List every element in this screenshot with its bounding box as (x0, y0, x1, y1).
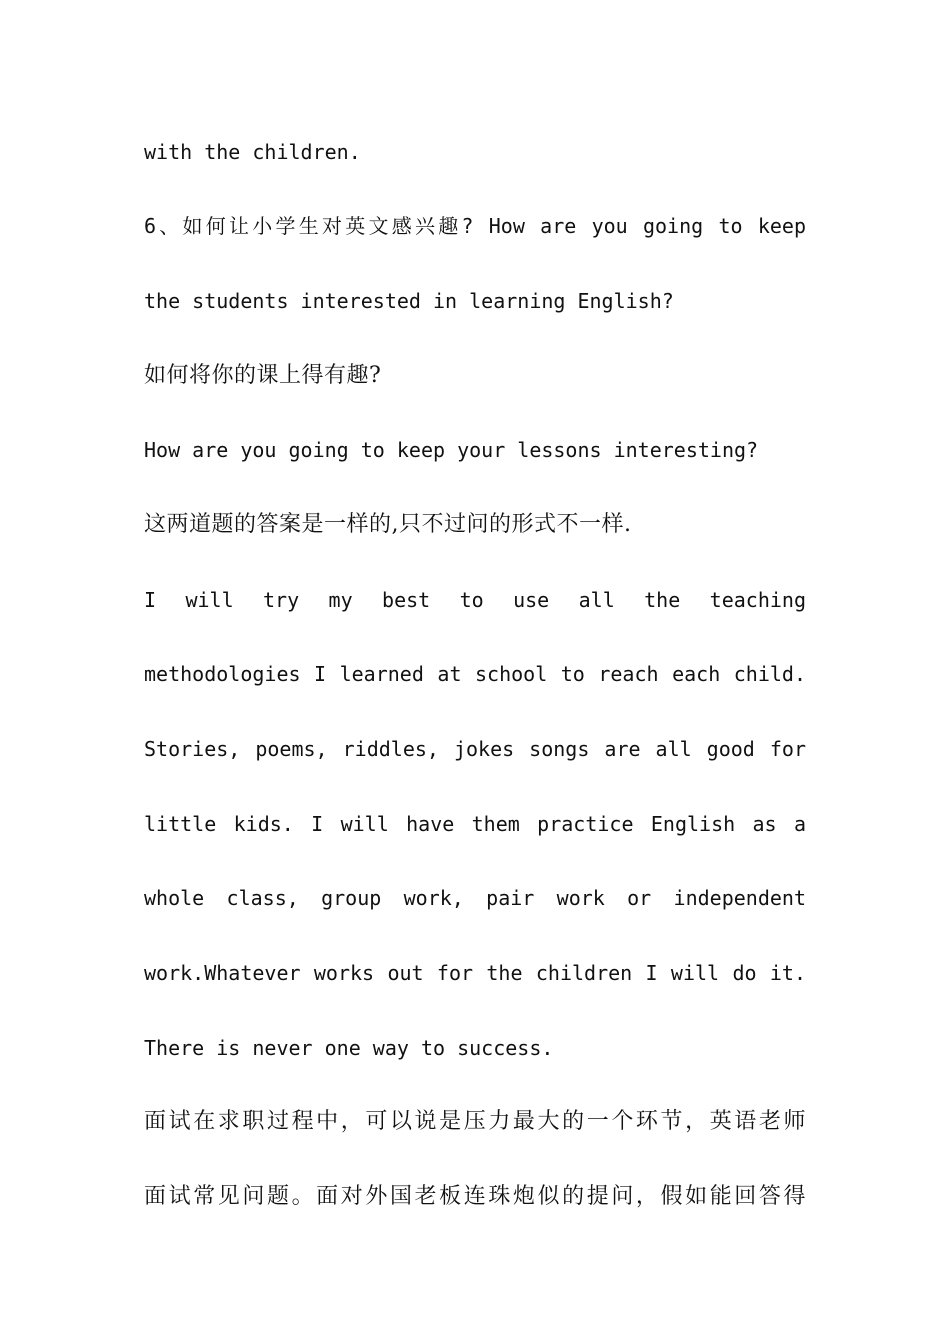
answer-line: I will try my best to use all the teaching (144, 588, 806, 612)
text-line: the students interested in learning English? (144, 289, 674, 313)
answer-line: Stories, poems, riddles, jokes songs are all good for (144, 737, 806, 761)
answer-line: whole class, group work, pair work or independent (144, 886, 806, 910)
question-6-heading: 6、如何让小学生对英文感兴趣? How are you going to keep (144, 214, 806, 238)
answer-line: little kids. I will have them practice English as a (144, 812, 806, 836)
answer-line: work.Whatever works out for the children I will do it. (144, 961, 806, 985)
text-line: 面试在求职过程中，可以说是压力最大的一个环节，英语老师 (144, 1109, 806, 1134)
text-line: 面试常见问题。面对外国老板连珠炮似的提问，假如能回答得 (144, 1184, 806, 1209)
text-line: How are you going to keep your lessons interesting? (144, 438, 759, 462)
text-line: with the children. (144, 140, 361, 164)
answer-line: There is never one way to success. (144, 1036, 554, 1060)
answer-line: methodologies I learned at school to reach each child. (144, 662, 806, 686)
text-line: 如何将你的课上得有趣? (144, 363, 382, 388)
text-line: 这两道题的答案是一样的,只不过问的形式不一样. (144, 512, 632, 537)
